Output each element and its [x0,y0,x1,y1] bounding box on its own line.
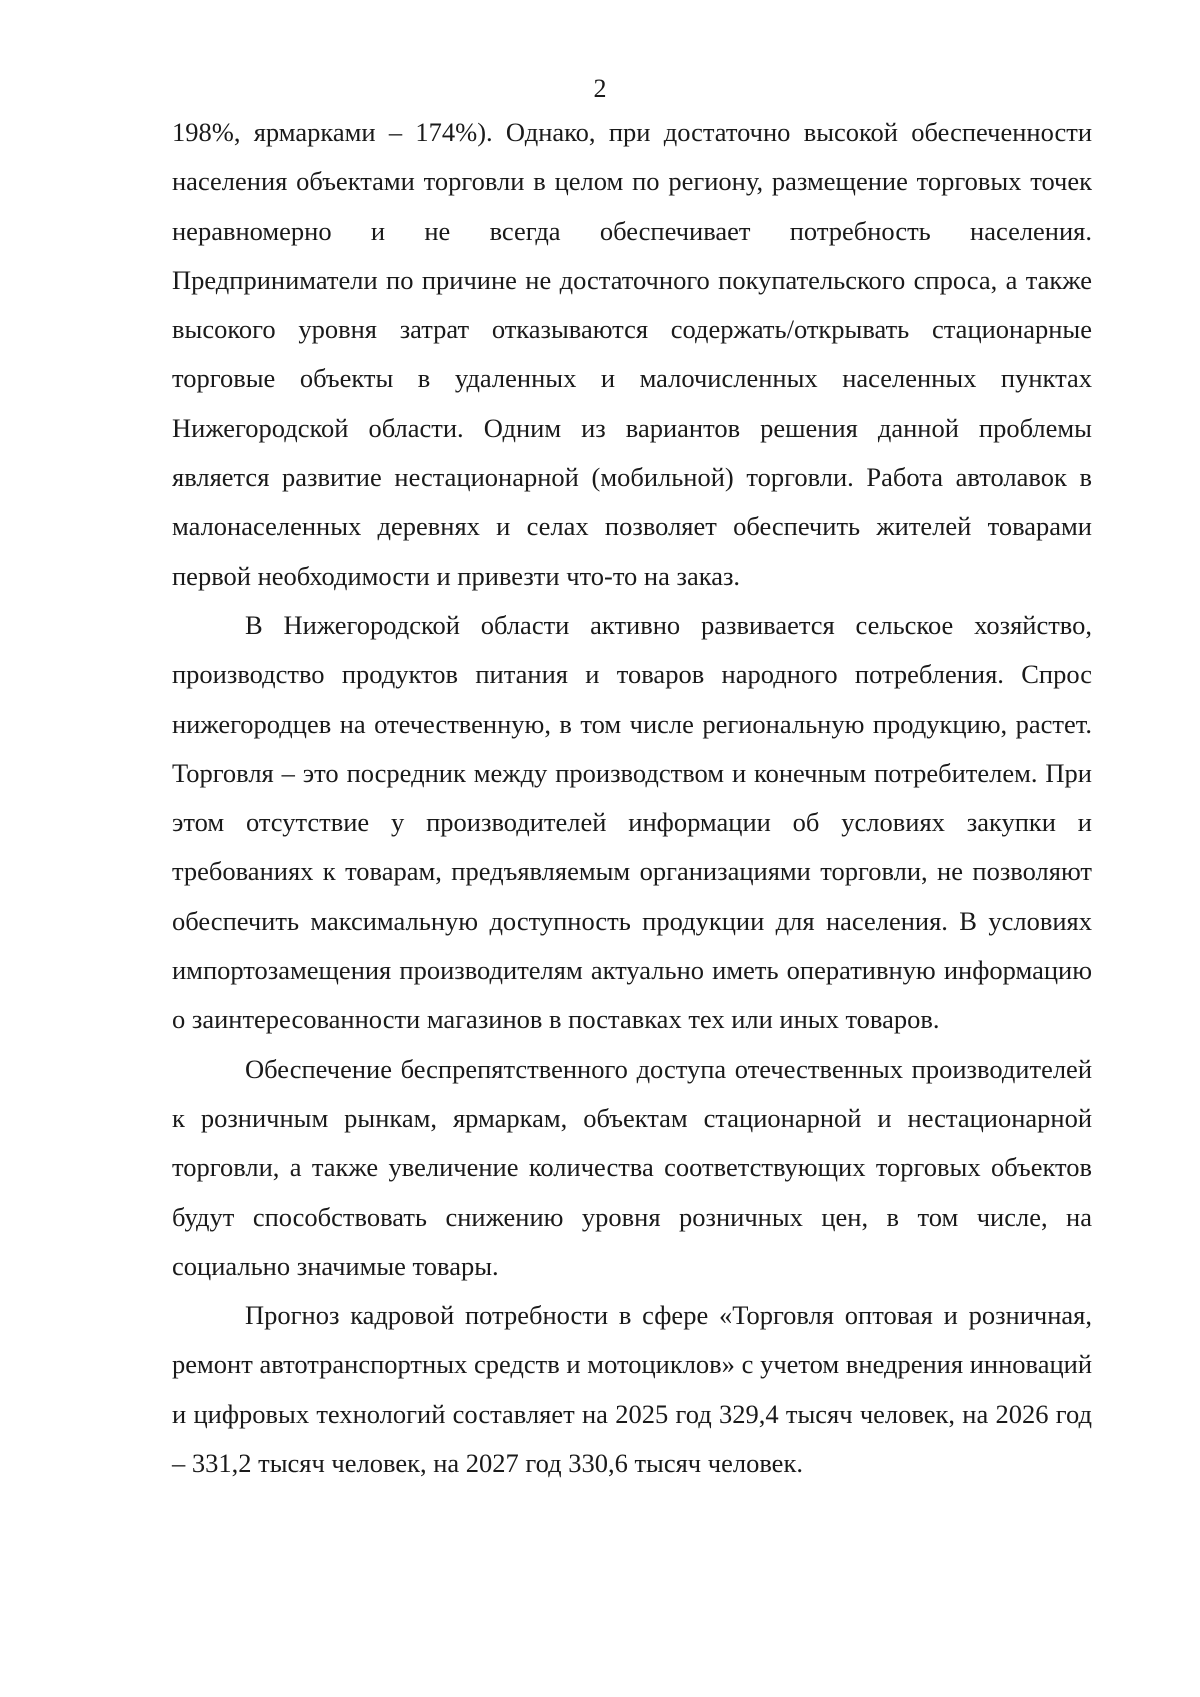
document-body [172,108,1092,1488]
page-number: 2 [593,74,607,103]
paragraph-continued: 198%, ярмарками – 174%). Однако, при достаточно высокой обеспеченности населения объектами торговли в целом по региону, размещение торговых точек неравномерно и не всегда обеспечивает потребность населения. Предприниматели по причине не достаточного покупательского спроса, а также высокого уровня затрат отказываются содержать/открывать стационарные торговые объекты в удаленных и малочисленных населенных пунктах Нижегородской области. Одним из вариантов решения данной проблемы является развитие нестационарной (мобильной) торговли. Работа автолавок в малонаселенных деревнях и селах позволяет обеспечить жителей товарами первой необходимости и привезти что-то на заказ. [172,117,1092,591]
paragraph-staffing-forecast: Прогноз кадровой потребности в сфере «Торговля оптовая и розничная, ремонт автотранспортных средств и мотоциклов» с учетом внедрения инноваций и цифровых технологий составляет на 2025 год 329,4 тысяч человек, на 2026 год – 331,2 тысяч человек, на 2027 год 330,6 тысяч человек. [172,1300,1092,1479]
paragraph-agriculture: В Нижегородской области активно развивается сельское хозяйство, производство продуктов питания и товаров народного потребления. Спрос нижегородцев на отечественную, в том числе региональную продукцию, растет. Торговля – это посредник между производством и конечным потребителем. При этом отсутствие у производителей информации об условиях закупки и требованиях к товарам, предъявляемым организациями торговли, не позволяют обеспечить максимальную доступность продукции для населения. В условиях импортозамещения производителям актуально иметь оперативную информацию о заинтересованности магазинов в поставках тех или иных товаров. [172,609,1092,1035]
paragraph-market-access: Обеспечение беспрепятственного доступа отечественных производителей к розничным рынкам, ярмаркам, объектам стационарной и нестационарной торговли, а также увеличение количества соответствующих торговых объектов будут способствовать снижению уровня розничных цен, в том числе, на социально значимые товары. [172,1053,1092,1281]
